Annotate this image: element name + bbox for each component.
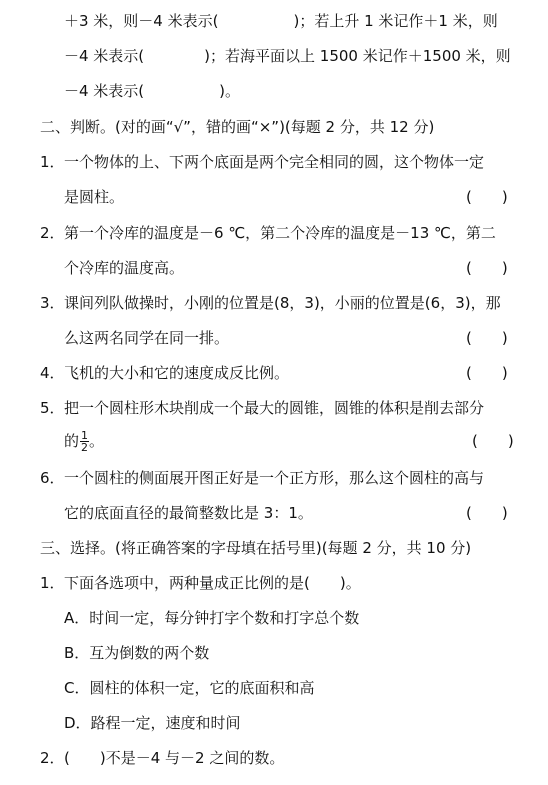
answer-blank[interactable]: ( ) — [466, 329, 508, 347]
question-text: 么这两名同学在同一排。 — [64, 329, 230, 347]
question-text: 它的底面直径的最简整数比是 3：1。 — [64, 504, 313, 522]
question-number: 3． — [40, 294, 65, 312]
option-d[interactable]: D．路程一定，速度和时间 — [64, 714, 241, 732]
question-number: 4． — [40, 364, 65, 382]
answer-blank[interactable]: ( ) — [466, 188, 508, 206]
option-b[interactable]: B．互为倒数的两个数 — [64, 644, 210, 662]
answer-blank[interactable]: ( ) — [466, 504, 508, 522]
question-text: 第一个冷库的温度是－6 ℃，第二个冷库的温度是－13 ℃，第二 — [64, 224, 496, 242]
text-prefix: 的 — [64, 432, 80, 450]
fraction-denominator: 2 — [81, 441, 89, 454]
option-a[interactable]: A．时间一定，每分钟打字个数和打字总个数 — [64, 609, 360, 627]
question-number: 1． — [40, 574, 65, 592]
option-c[interactable]: C．圆柱的体积一定，它的底面积和高 — [64, 679, 315, 697]
text-suffix: 。 — [89, 432, 105, 450]
question-text: 课间列队做操时，小刚的位置是(8，3)，小丽的位置是(6，3)，那 — [64, 294, 501, 312]
text-line: －4 米表示( )；若海平面以上 1500 米记作＋1500 米，则 — [64, 47, 511, 65]
answer-blank[interactable]: ( ) — [466, 364, 508, 382]
question-text: 是圆柱。 — [64, 188, 125, 206]
section-heading: 二、判断。(对的画“√”，错的画“×”)(每题 2 分，共 12 分) — [40, 118, 435, 136]
question-number: 6． — [40, 469, 65, 487]
question-text-fraction-line — [64, 426, 104, 456]
fraction-numerator: 1 — [81, 429, 89, 442]
question-number: 2． — [40, 224, 65, 242]
question-text: 一个物体的上、下两个底面是两个完全相同的圆，这个物体一定 — [64, 153, 485, 171]
question-text: ( )不是－4 与－2 之间的数。 — [64, 749, 285, 767]
fraction — [80, 430, 89, 453]
answer-blank[interactable]: ( ) — [466, 259, 508, 277]
section-heading: 三、选择。(将正确答案的字母填在括号里)(每题 2 分，共 10 分) — [40, 539, 472, 557]
question-text: 把一个圆柱形木块削成一个最大的圆锥，圆锥的体积是削去部分 — [64, 399, 485, 417]
question-number: 1． — [40, 153, 65, 171]
question-text: 一个圆柱的侧面展开图正好是一个正方形，那么这个圆柱的高与 — [64, 469, 485, 487]
question-number: 5． — [40, 399, 65, 417]
question-text: 下面各选项中，两种量成正比例的是( )。 — [64, 574, 361, 592]
text-line: －4 米表示( )。 — [64, 82, 241, 100]
question-text: 飞机的大小和它的速度成反比例。 — [64, 364, 290, 382]
question-number: 2． — [40, 749, 65, 767]
question-text: 个冷库的温度高。 — [64, 259, 185, 277]
text-line: ＋3 米，则－4 米表示( )；若上升 1 米记作＋1 米，则 — [64, 12, 498, 30]
answer-blank[interactable]: ( ) — [472, 432, 514, 450]
